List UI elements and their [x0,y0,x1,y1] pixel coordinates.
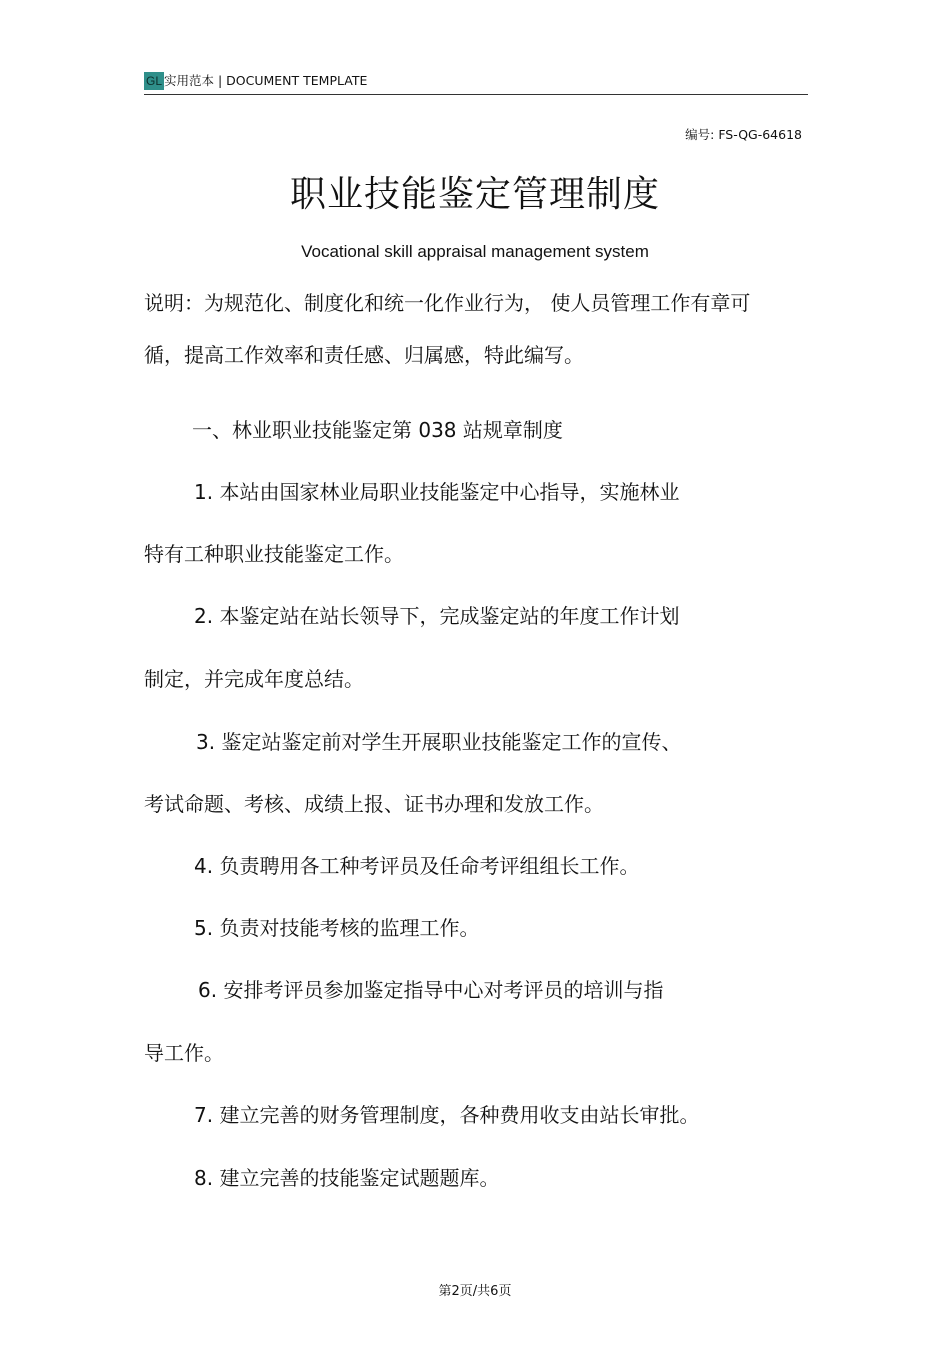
page-subtitle: Vocational skill appraisal management system [301,242,649,261]
page-title: 职业技能鉴定管理制度 [289,174,660,215]
item-5-line: 5. 负责对技能考核的监理工作。 [194,916,480,940]
logo: GL [145,74,162,88]
item-6-line-2: 导工作。 [144,1041,224,1065]
page-header [144,68,808,95]
item-3-line-2: 考试命题、考核、成绩上报、证书办理和发放工作。 [144,792,604,816]
header-text: 实用范本 | DOCUMENT TEMPLATE [164,73,368,88]
item-6-line-1: 6. 安排考评员参加鉴定指导中心对考评员的培训与指 [198,978,664,1002]
item-3-line-1: 3. 鉴定站鉴定前对学生开展职业技能鉴定工作的宣传、 [196,730,682,754]
item-4-line: 4. 负责聘用各工种考评员及任命考评组组长工作。 [194,854,640,878]
item-1-line-1: 1. 本站由国家林业局职业技能鉴定中心指导，实施林业 [194,480,680,504]
item-7-line: 7. 建立完善的财务管理制度，各种费用收支由站长审批。 [194,1103,700,1127]
document-number: 编号: FS-QG-64618 [685,127,802,142]
item-1-line-2: 特有工种职业技能鉴定工作。 [144,542,404,566]
item-2-line-1: 2. 本鉴定站在站长领导下，完成鉴定站的年度工作计划 [194,604,680,628]
item-8-line: 8. 建立完善的技能鉴定试题题库。 [194,1166,500,1190]
section-heading: 一、林业职业技能鉴定第 038 站规章制度 [192,418,563,442]
intro-line-1: 说明：为规范化、制度化和统一化作业行为， 使人员管理工作有章可 [144,291,751,315]
intro-line-2: 循，提高工作效率和责任感、归属感，特此编写。 [144,343,584,367]
page-footer: 第2页/共6页 [438,1284,512,1299]
item-2-line-2: 制定，并完成年度总结。 [144,667,364,691]
